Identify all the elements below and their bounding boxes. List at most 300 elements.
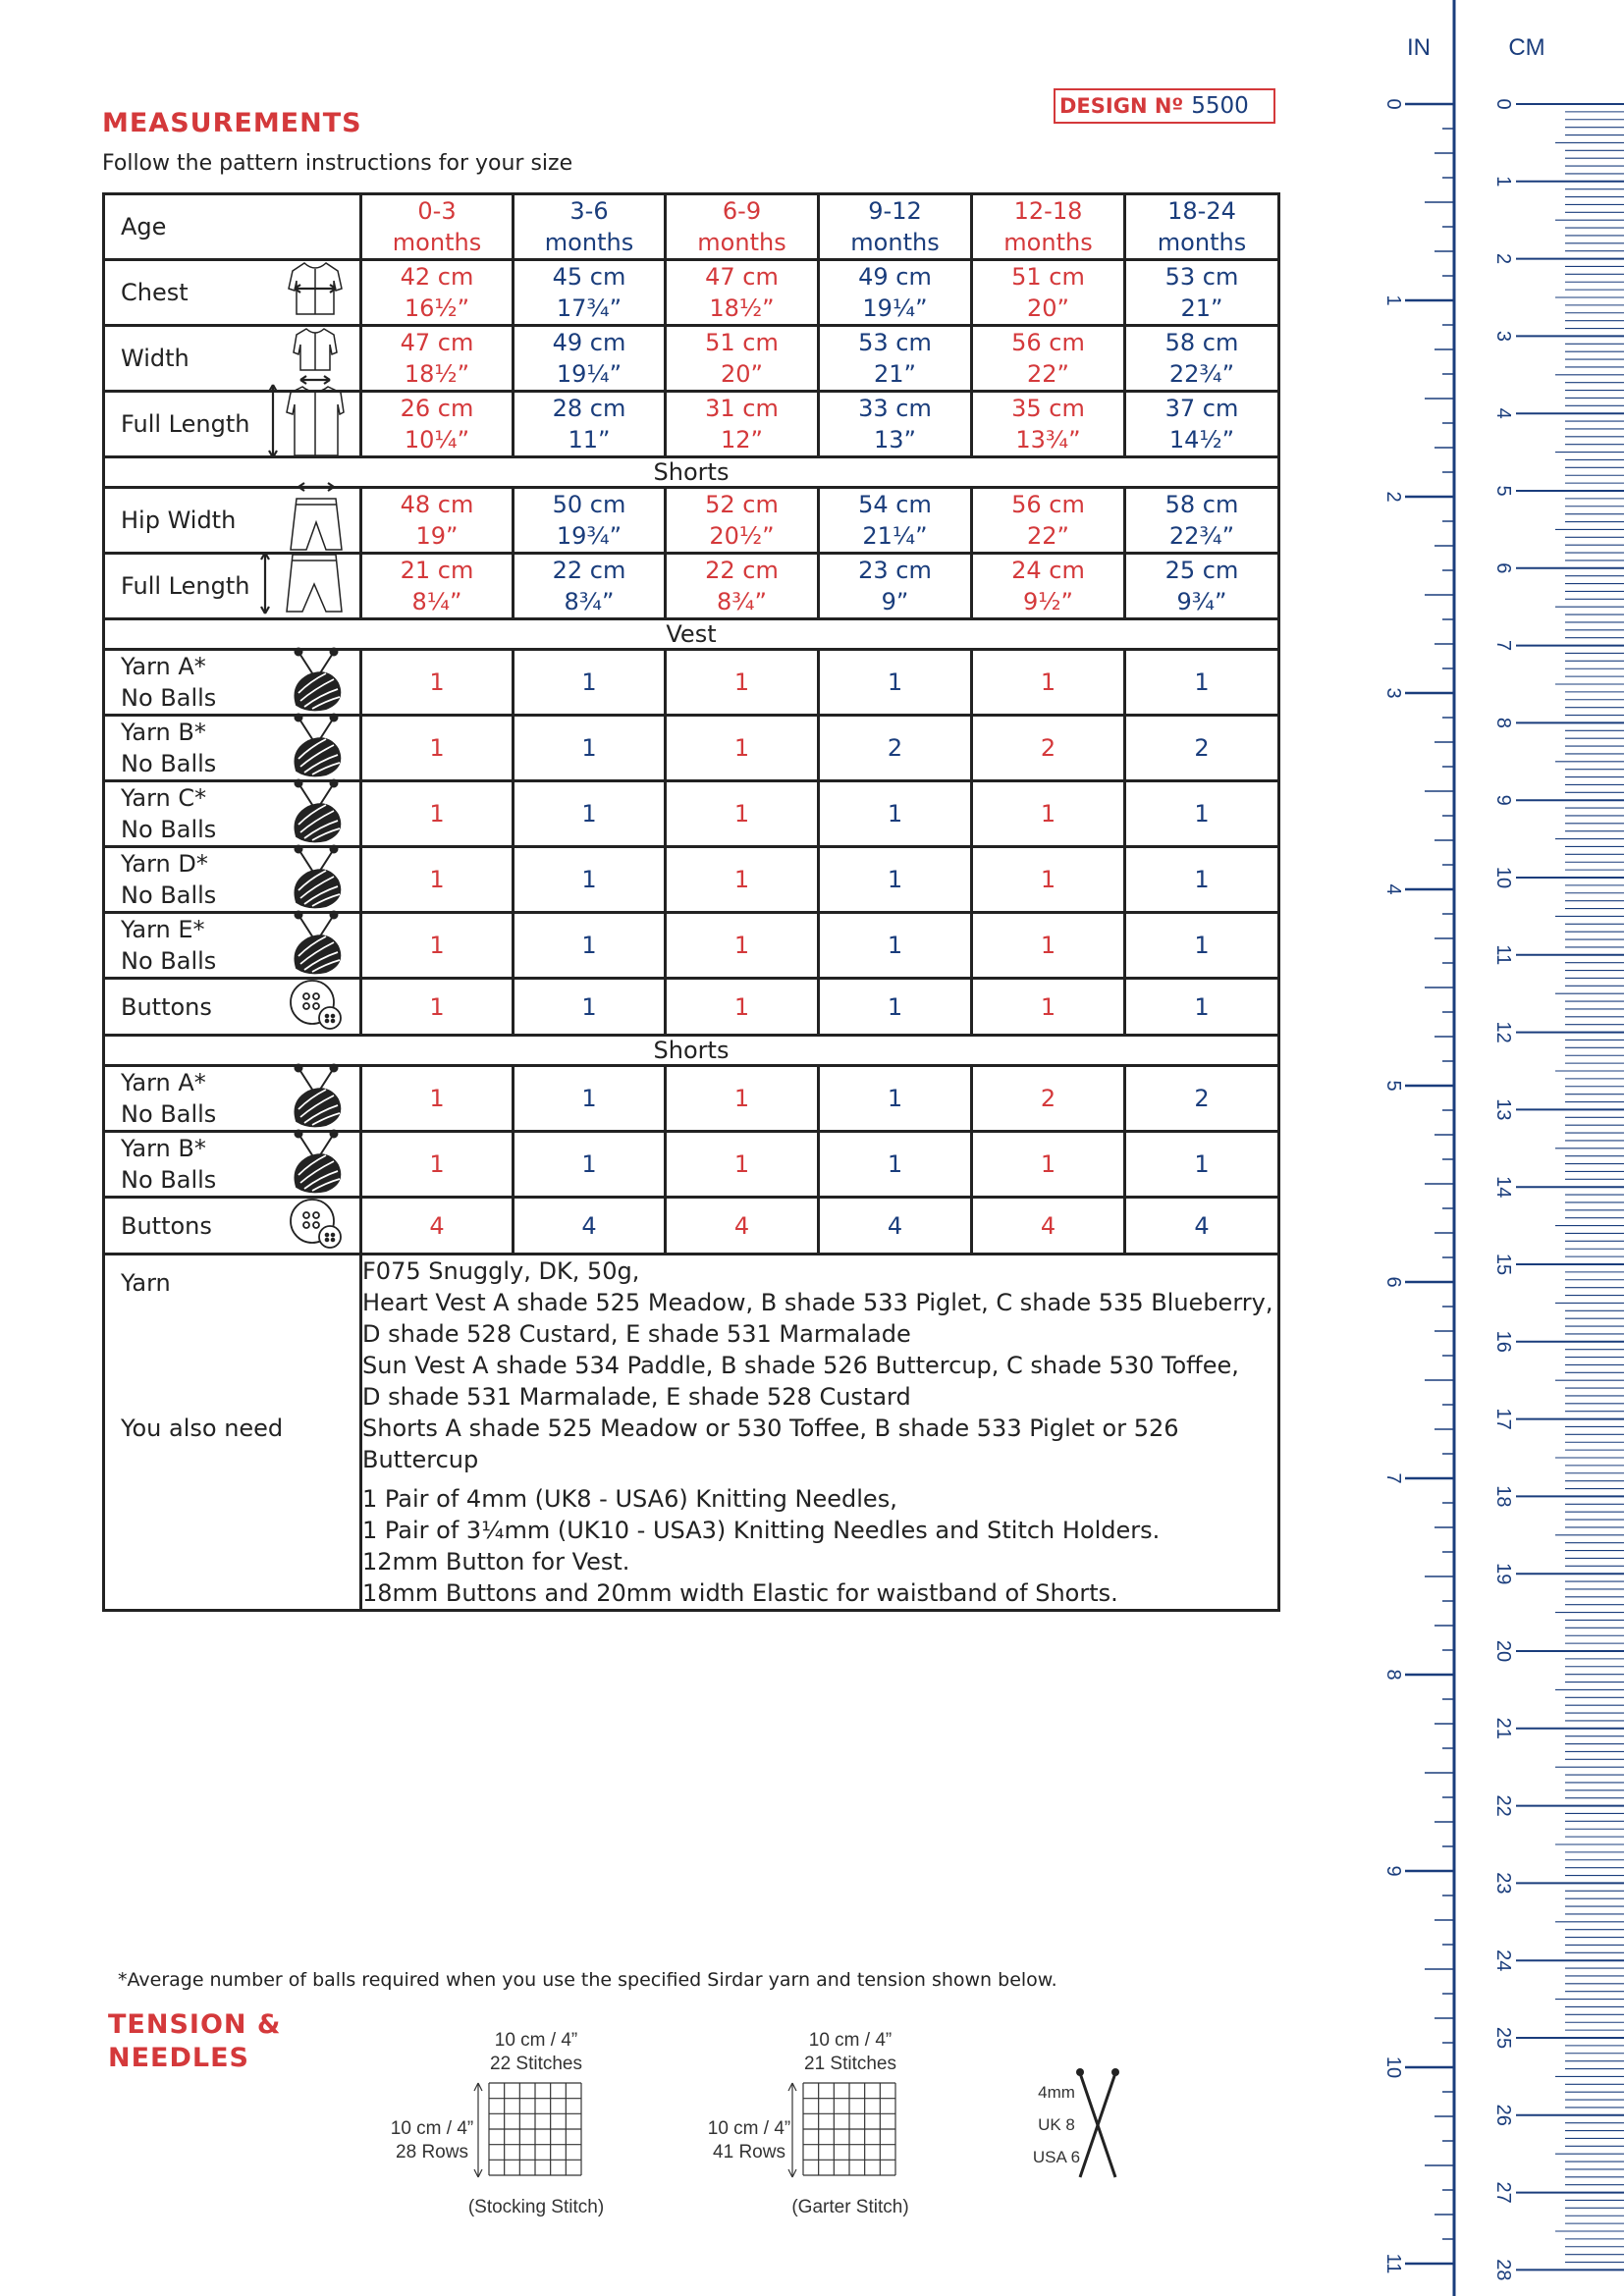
design-label: DESIGN Nº bbox=[1059, 94, 1184, 118]
shorts-measurement-imperial: 8¼” bbox=[411, 588, 462, 615]
measurement-metric: 49 cm bbox=[858, 263, 932, 291]
ball-count-value: 1 bbox=[733, 1085, 750, 1112]
swatch2-height-label: 10 cm / 4” bbox=[707, 2118, 791, 2139]
ruler-inch-number: 10 bbox=[1382, 2056, 1404, 2079]
ball-count-value: 1 bbox=[429, 1085, 445, 1112]
shorts-measurement-value bbox=[819, 488, 972, 554]
ball-count-value: 1 bbox=[887, 932, 903, 959]
ruler-inch-number: 9 bbox=[1382, 1865, 1404, 1877]
measurement-metric: 56 cm bbox=[1011, 329, 1085, 356]
ball-count bbox=[361, 1132, 514, 1198]
ball-count bbox=[1125, 1198, 1279, 1255]
shorts-measurement-imperial: 19¾” bbox=[556, 522, 623, 550]
age-range: 0-3 bbox=[417, 197, 457, 225]
ball-count bbox=[666, 1198, 819, 1255]
age-unit: months bbox=[850, 229, 940, 256]
age-header bbox=[1125, 194, 1279, 260]
age-range: 12-18 bbox=[1013, 197, 1083, 225]
measurements-subtitle: Follow the pattern instructions for your size bbox=[102, 151, 573, 176]
swatch2-width-label: 10 cm / 4” bbox=[808, 2030, 893, 2051]
measurement-imperial: 19¼” bbox=[862, 294, 928, 322]
ball-count bbox=[514, 1132, 666, 1198]
age-unit: months bbox=[1003, 229, 1093, 256]
shorts-measurement-imperial: 21¼” bbox=[862, 522, 928, 550]
ball-count bbox=[819, 979, 972, 1036]
ruler-cm-number: 9 bbox=[1492, 794, 1514, 806]
ball-count-value: 1 bbox=[1040, 932, 1056, 959]
row-label-sub: No Balls bbox=[121, 881, 217, 909]
row-label-cell bbox=[104, 554, 361, 619]
ball-count bbox=[1125, 913, 1279, 979]
ball-count bbox=[819, 716, 972, 781]
age-header bbox=[666, 194, 819, 260]
ball-count-value: 1 bbox=[887, 992, 903, 1021]
shorts-hip-icon bbox=[285, 481, 346, 560]
ruler-inch-number: 6 bbox=[1382, 1276, 1404, 1288]
cardigan-length-icon bbox=[265, 381, 346, 467]
ball-count bbox=[819, 847, 972, 913]
ruler-cm-number: 11 bbox=[1492, 944, 1514, 966]
yarn-ball-icon bbox=[287, 646, 346, 719]
measurement-value bbox=[972, 326, 1125, 392]
ruler-cm-number: 22 bbox=[1492, 1794, 1514, 1817]
measurement-metric: 53 cm bbox=[858, 329, 932, 356]
shorts-measurement-imperial: 9” bbox=[881, 588, 909, 615]
ball-count bbox=[819, 1198, 972, 1255]
swatch1-grid-icon bbox=[481, 2075, 589, 2183]
age-range: 6-9 bbox=[722, 197, 762, 225]
shorts-measurement-imperial: 22¾” bbox=[1168, 522, 1235, 550]
shorts-measurement-value bbox=[361, 554, 514, 619]
ball-count-value: 1 bbox=[887, 800, 903, 828]
yarn-line: Heart Vest A shade 525 Meadow, B shade 533 Piglet, C shade 535 Blueberry, bbox=[362, 1289, 1273, 1316]
ball-count-value: 1 bbox=[429, 1150, 445, 1178]
ball-count-value: 4 bbox=[887, 1211, 903, 1240]
measurement-value bbox=[666, 326, 819, 392]
ball-count-value: 1 bbox=[581, 1085, 597, 1112]
swatch1-name: (Stocking Stitch) bbox=[467, 2197, 605, 2217]
measurement-imperial: 10¼” bbox=[404, 426, 470, 454]
ball-count bbox=[666, 716, 819, 781]
ball-count-value: 1 bbox=[429, 800, 445, 828]
measurement-imperial: 16½” bbox=[404, 294, 470, 322]
ball-count bbox=[1125, 716, 1279, 781]
measurement-metric: 53 cm bbox=[1164, 263, 1239, 291]
ball-count bbox=[666, 847, 819, 913]
ruler-inch-number: 4 bbox=[1382, 883, 1404, 895]
measurement-imperial: 13¾” bbox=[1015, 426, 1081, 454]
swatch2-grid-icon bbox=[795, 2075, 903, 2183]
ball-count bbox=[514, 913, 666, 979]
shorts-measurement-value bbox=[972, 554, 1125, 619]
swatch1-stitches-label: 22 Stitches bbox=[490, 2054, 582, 2074]
yarn-line: Shorts A shade 525 Meadow or 530 Toffee, B shade 533 Piglet or 526 Buttercup bbox=[362, 1415, 1179, 1473]
row-label: Yarn B* bbox=[121, 1135, 206, 1162]
ball-count bbox=[1125, 847, 1279, 913]
row-label-cell bbox=[104, 488, 361, 554]
shorts-measurement-imperial: 19” bbox=[415, 522, 459, 550]
yarn-line: D shade 528 Custard, E shade 531 Marmalade bbox=[362, 1320, 911, 1348]
measurement-value bbox=[361, 260, 514, 326]
row-label-cell bbox=[104, 1198, 361, 1255]
ball-count bbox=[666, 913, 819, 979]
ball-count bbox=[514, 716, 666, 781]
row-label-cell bbox=[104, 650, 361, 716]
age-header bbox=[819, 194, 972, 260]
shorts-measurement-metric: 52 cm bbox=[705, 491, 779, 518]
ball-count bbox=[972, 716, 1125, 781]
ball-count bbox=[361, 1066, 514, 1132]
row-label-cell bbox=[104, 979, 361, 1036]
ball-count-value: 1 bbox=[1194, 992, 1210, 1021]
ball-count-value: 1 bbox=[1040, 1150, 1056, 1178]
ball-count bbox=[514, 979, 666, 1036]
ball-count bbox=[819, 1066, 972, 1132]
age-unit: months bbox=[544, 229, 634, 256]
measurement-value bbox=[514, 260, 666, 326]
ruler-cm-number: 12 bbox=[1492, 1021, 1514, 1043]
measurement-metric: 37 cm bbox=[1164, 395, 1239, 422]
shorts-measurement-metric: 22 cm bbox=[705, 557, 779, 584]
ball-count bbox=[361, 847, 514, 913]
ruler-in-label: IN bbox=[1407, 34, 1431, 61]
row-label: Yarn C* bbox=[121, 784, 207, 812]
measurement-metric: 49 cm bbox=[552, 329, 626, 356]
shorts-measurement-imperial: 8¾” bbox=[717, 588, 767, 615]
ball-count-value: 1 bbox=[581, 866, 597, 893]
age-header bbox=[361, 194, 514, 260]
row-label: Yarn A* bbox=[121, 1069, 206, 1096]
measurement-metric: 47 cm bbox=[400, 329, 474, 356]
design-number-box bbox=[1054, 88, 1275, 124]
ball-count-value: 1 bbox=[581, 668, 597, 696]
ball-count-value: 1 bbox=[887, 866, 903, 893]
ball-count bbox=[1125, 781, 1279, 847]
ruler-inch-number: 8 bbox=[1382, 1669, 1404, 1681]
age-unit: months bbox=[1157, 229, 1247, 256]
ball-count bbox=[514, 847, 666, 913]
measurement-imperial: 22” bbox=[1027, 360, 1069, 388]
row-label-cell bbox=[104, 1066, 361, 1132]
yarn-line: D shade 531 Marmalade, E shade 528 Custard bbox=[362, 1383, 911, 1411]
ball-count-value: 1 bbox=[887, 1150, 903, 1178]
measurement-imperial: 20” bbox=[721, 360, 763, 388]
yarn-label-cell bbox=[104, 1255, 361, 1611]
shorts-measurement-value bbox=[666, 488, 819, 554]
ruler-inch-number: 11 bbox=[1382, 2253, 1404, 2274]
measurement-value bbox=[514, 392, 666, 457]
ruler-cm-number: 10 bbox=[1492, 866, 1514, 889]
shorts-measurement-metric: 23 cm bbox=[858, 557, 932, 584]
yarn-ball-icon bbox=[287, 1062, 346, 1135]
yarn-ball-icon bbox=[287, 1128, 346, 1201]
ruler-cm-number: 7 bbox=[1492, 640, 1514, 652]
ball-count bbox=[361, 913, 514, 979]
ball-count bbox=[972, 650, 1125, 716]
measurement-metric: 58 cm bbox=[1164, 329, 1239, 356]
age-label-cell bbox=[104, 194, 361, 260]
measurement-value bbox=[819, 326, 972, 392]
yarn-label: Yarn bbox=[121, 1269, 171, 1297]
also-need-line: 1 Pair of 3¼mm (UK10 - USA3) Knitting Needles and Stitch Holders. bbox=[362, 1517, 1161, 1544]
age-range: 3-6 bbox=[569, 197, 609, 225]
tension-heading-line2: NEEDLES bbox=[108, 2043, 249, 2073]
measurement-metric: 26 cm bbox=[400, 395, 474, 422]
row-label-cell bbox=[104, 1132, 361, 1198]
ball-count-value: 1 bbox=[887, 1085, 903, 1112]
swatch2-rows-label: 41 Rows bbox=[713, 2142, 785, 2163]
shorts-length-icon bbox=[257, 549, 346, 623]
ball-count-value: 1 bbox=[733, 932, 750, 959]
ball-count-value: 4 bbox=[1040, 1211, 1056, 1240]
shorts-section-label: Shorts bbox=[653, 458, 730, 486]
age-label: Age bbox=[121, 213, 167, 240]
row-label: Buttons bbox=[121, 1211, 212, 1240]
shorts-measurement-value bbox=[666, 554, 819, 619]
ball-count bbox=[1125, 979, 1279, 1036]
ball-count bbox=[514, 1198, 666, 1255]
shorts-measurement-imperial: 22” bbox=[1027, 522, 1069, 550]
ruler-inch-number: 7 bbox=[1382, 1472, 1404, 1484]
ball-count bbox=[514, 781, 666, 847]
ball-count-value: 1 bbox=[581, 1150, 597, 1178]
ruler-cm-number: 4 bbox=[1492, 407, 1514, 419]
ball-count-value: 4 bbox=[733, 1211, 750, 1240]
ruler-inch-number: 2 bbox=[1382, 491, 1404, 503]
row-label: Yarn D* bbox=[121, 850, 208, 878]
ball-count-value: 2 bbox=[1194, 734, 1210, 762]
needle-uk: UK 8 bbox=[1038, 2115, 1075, 2134]
shorts-section-2-label: Shorts bbox=[653, 1037, 730, 1064]
ball-count-value: 1 bbox=[429, 668, 445, 696]
ball-count bbox=[666, 1132, 819, 1198]
ball-count-value: 1 bbox=[1194, 866, 1210, 893]
measurement-metric: 31 cm bbox=[705, 395, 779, 422]
ball-count bbox=[361, 650, 514, 716]
ball-count bbox=[1125, 1132, 1279, 1198]
also-need-label: You also need bbox=[121, 1415, 284, 1442]
ball-count-value: 2 bbox=[1040, 734, 1056, 762]
ball-count-value: 1 bbox=[1194, 932, 1210, 959]
row-label-sub: No Balls bbox=[121, 816, 217, 843]
swatch1-height-arrow bbox=[472, 2081, 484, 2179]
buttons-icon bbox=[287, 1194, 346, 1258]
ruler-cm-number: 8 bbox=[1492, 717, 1514, 728]
measurements-table bbox=[102, 192, 1280, 1612]
measurement-value bbox=[1125, 260, 1279, 326]
yarn-line: F075 Snuggly, DK, 50g, bbox=[362, 1257, 640, 1285]
measurement-value bbox=[361, 392, 514, 457]
ball-count-value: 1 bbox=[1194, 1150, 1210, 1178]
age-header bbox=[972, 194, 1125, 260]
shorts-measurement-imperial: 9¾” bbox=[1176, 588, 1227, 615]
ball-count-value: 1 bbox=[733, 866, 750, 893]
row-label-cell bbox=[104, 260, 361, 326]
ruler-cm-number: 16 bbox=[1492, 1330, 1514, 1353]
row-label: Full Length bbox=[121, 410, 250, 438]
measurement-value bbox=[666, 260, 819, 326]
swatch2-name: (Garter Stitch) bbox=[791, 2197, 909, 2217]
ball-count bbox=[972, 1198, 1125, 1255]
shorts-measurement-metric: 48 cm bbox=[400, 491, 474, 518]
ruler-cm-number: 17 bbox=[1492, 1408, 1514, 1430]
shorts-measurement-imperial: 9½” bbox=[1023, 588, 1073, 615]
ball-count-value: 1 bbox=[429, 932, 445, 959]
also-need-line: 12mm Button for Vest. bbox=[362, 1548, 630, 1575]
needle-size: 4mm bbox=[1038, 2083, 1075, 2102]
buttons-icon bbox=[287, 975, 346, 1040]
ball-count-value: 1 bbox=[1040, 668, 1056, 696]
ruler-cm-number: 13 bbox=[1492, 1098, 1514, 1121]
ball-count-value: 2 bbox=[1194, 1085, 1210, 1112]
ruler-cm-number: 1 bbox=[1492, 176, 1514, 187]
ball-count-value: 1 bbox=[733, 1150, 750, 1178]
measurement-value bbox=[361, 326, 514, 392]
shorts-measurement-metric: 25 cm bbox=[1164, 557, 1239, 584]
measurement-value bbox=[514, 326, 666, 392]
measurement-imperial: 19¼” bbox=[556, 360, 623, 388]
ruler-cm-number: 19 bbox=[1492, 1563, 1514, 1585]
measurement-imperial: 18½” bbox=[709, 294, 775, 322]
row-label-sub: No Balls bbox=[121, 1166, 217, 1194]
ball-count bbox=[819, 1132, 972, 1198]
ruler-cm-number: 21 bbox=[1492, 1717, 1514, 1739]
swatch1-height-label: 10 cm / 4” bbox=[390, 2118, 474, 2139]
measurement-imperial: 20” bbox=[1027, 294, 1069, 322]
yarn-line: Sun Vest A shade 534 Paddle, B shade 526 Buttercup, C shade 530 Toffee, bbox=[362, 1352, 1239, 1379]
ball-count bbox=[361, 979, 514, 1036]
row-label-sub: No Balls bbox=[121, 684, 217, 712]
row-label-cell bbox=[104, 781, 361, 847]
row-label-cell bbox=[104, 716, 361, 781]
ball-count-value: 1 bbox=[733, 800, 750, 828]
design-number: 5500 bbox=[1191, 93, 1249, 119]
ruler bbox=[1370, 0, 1624, 2296]
ball-count-value: 1 bbox=[1040, 992, 1056, 1021]
row-label-sub: No Balls bbox=[121, 947, 217, 975]
measurement-imperial: 12” bbox=[721, 426, 763, 454]
ball-count-value: 1 bbox=[581, 734, 597, 762]
shorts-measurement-metric: 54 cm bbox=[858, 491, 932, 518]
ball-count bbox=[666, 979, 819, 1036]
measurement-imperial: 21” bbox=[1180, 294, 1223, 322]
row-label: Width bbox=[121, 345, 189, 372]
ball-count-value: 1 bbox=[1194, 668, 1210, 696]
ball-count-value: 1 bbox=[581, 932, 597, 959]
needle-usa: USA 6 bbox=[1032, 2148, 1081, 2166]
ruler-cm-number: 20 bbox=[1492, 1639, 1514, 1663]
age-range: 18-24 bbox=[1167, 197, 1236, 225]
shorts-measurement-metric: 58 cm bbox=[1164, 491, 1239, 518]
swatch2-stitches-label: 21 Stitches bbox=[804, 2054, 896, 2074]
ball-count-value: 4 bbox=[429, 1211, 445, 1240]
measurement-metric: 33 cm bbox=[858, 395, 932, 422]
yarn-ball-icon bbox=[287, 843, 346, 916]
shorts-measurement-value bbox=[361, 488, 514, 554]
ball-count-value: 1 bbox=[581, 800, 597, 828]
also-need-line: 1 Pair of 4mm (UK8 - USA6) Knitting Needles, bbox=[362, 1485, 897, 1513]
ball-count-value: 1 bbox=[733, 992, 750, 1021]
row-label-sub: No Balls bbox=[121, 750, 217, 777]
shorts-measurement-value bbox=[819, 554, 972, 619]
shorts-measurement-metric: 50 cm bbox=[552, 491, 626, 518]
ball-count bbox=[972, 913, 1125, 979]
yarn-ball-icon bbox=[287, 909, 346, 982]
swatch2-height-arrow bbox=[786, 2081, 798, 2179]
ball-count-value: 1 bbox=[1040, 866, 1056, 893]
ball-count bbox=[514, 1066, 666, 1132]
ball-count-value: 2 bbox=[887, 734, 903, 762]
row-label: Buttons bbox=[121, 992, 212, 1021]
measurement-metric: 42 cm bbox=[400, 263, 474, 291]
shorts-measurement-metric: 21 cm bbox=[400, 557, 474, 584]
measurement-imperial: 11” bbox=[568, 426, 611, 454]
ball-count-value: 4 bbox=[1194, 1211, 1210, 1240]
row-label-cell bbox=[104, 913, 361, 979]
swatch1-width-label: 10 cm / 4” bbox=[494, 2030, 578, 2051]
shorts-measurement-metric: 22 cm bbox=[552, 557, 626, 584]
ruler-inch-number: 5 bbox=[1382, 1080, 1404, 1092]
ruler-cm-number: 2 bbox=[1492, 253, 1514, 265]
ball-count bbox=[361, 716, 514, 781]
measurement-imperial: 13” bbox=[874, 426, 916, 454]
yarn-ball-icon bbox=[287, 712, 346, 784]
ruler-cm-number: 14 bbox=[1492, 1176, 1514, 1199]
shorts-section-2 bbox=[104, 1036, 1279, 1066]
measurement-imperial: 14½” bbox=[1168, 426, 1235, 454]
measurement-metric: 45 cm bbox=[552, 263, 626, 291]
measurement-metric: 28 cm bbox=[552, 395, 626, 422]
measurement-value bbox=[972, 260, 1125, 326]
ball-count bbox=[819, 650, 972, 716]
ball-count-value: 1 bbox=[429, 866, 445, 893]
row-label: Full Length bbox=[121, 572, 250, 600]
ball-count bbox=[514, 650, 666, 716]
shorts-measurement-value bbox=[514, 554, 666, 619]
ball-count bbox=[972, 781, 1125, 847]
measurement-imperial: 18½” bbox=[404, 360, 470, 388]
ball-count bbox=[666, 1066, 819, 1132]
ruler-cm-number: 5 bbox=[1492, 485, 1514, 497]
ball-count bbox=[361, 1198, 514, 1255]
ruler-cm-number: 3 bbox=[1492, 330, 1514, 342]
row-label-sub: No Balls bbox=[121, 1100, 217, 1128]
measurement-imperial: 17¾” bbox=[556, 294, 623, 322]
ball-count bbox=[666, 650, 819, 716]
yarn-details bbox=[361, 1255, 1279, 1611]
ball-count bbox=[972, 847, 1125, 913]
also-need-line: 18mm Buttons and 20mm width Elastic for waistband of Shorts. bbox=[362, 1579, 1118, 1607]
ruler-cm-number: 0 bbox=[1492, 98, 1514, 110]
tension-heading bbox=[108, 2008, 281, 2075]
ruler-cm-number: 25 bbox=[1492, 2026, 1514, 2050]
ruler-cm-number: 27 bbox=[1492, 2181, 1514, 2204]
measurement-value bbox=[819, 392, 972, 457]
shorts-measurement-metric: 56 cm bbox=[1011, 491, 1085, 518]
yarn-ball-icon bbox=[287, 777, 346, 850]
row-label: Chest bbox=[121, 279, 189, 306]
measurement-value bbox=[1125, 326, 1279, 392]
ball-count bbox=[972, 1132, 1125, 1198]
cardigan-chest-icon bbox=[285, 259, 346, 326]
row-label: Yarn B* bbox=[121, 719, 206, 746]
vest-section-label: Vest bbox=[666, 620, 717, 648]
shorts-measurement-imperial: 20½” bbox=[709, 522, 775, 550]
footnote: *Average number of balls required when you use the specified Sirdar yarn and tension shown below. bbox=[118, 1969, 1057, 1991]
ruler-cm-number: 18 bbox=[1492, 1485, 1514, 1508]
ball-count-value: 1 bbox=[1194, 800, 1210, 828]
measurement-metric: 35 cm bbox=[1011, 395, 1085, 422]
